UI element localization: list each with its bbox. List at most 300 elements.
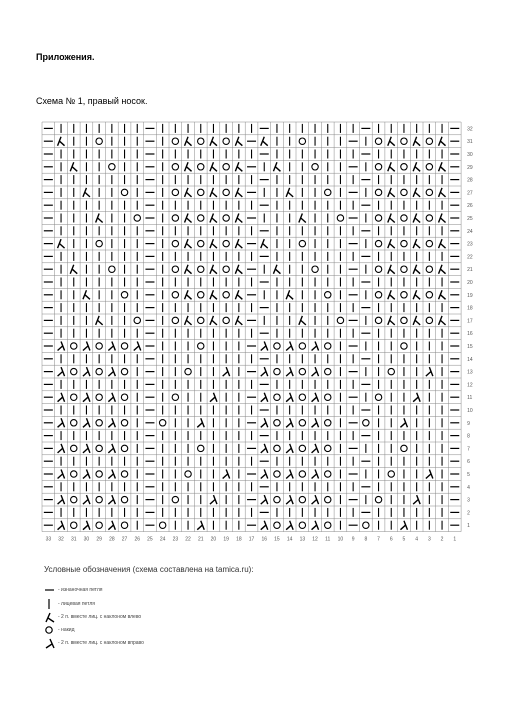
stitch-k2tog-right	[134, 342, 141, 351]
stitch-yarn-over	[71, 496, 77, 502]
stitch-yarn-over	[401, 240, 407, 246]
stitch-k2tog-left	[388, 188, 395, 197]
row-label: 20	[467, 280, 473, 286]
stitch-yarn-over	[121, 471, 127, 477]
stitch-yarn-over	[71, 343, 77, 349]
stitch-k2tog-right	[83, 418, 90, 427]
column-label: 16	[261, 536, 268, 543]
stitch-k2tog-left	[413, 316, 420, 325]
stitch-k2tog-left	[235, 214, 242, 223]
stitch-k2tog-left	[185, 290, 192, 299]
stitch-yarn-over	[172, 138, 178, 144]
stitch-k2tog-right	[83, 367, 90, 376]
stitch-k2tog-right	[83, 521, 90, 530]
stitch-k2tog-left	[388, 265, 395, 274]
k2tog-right-symbol-icon	[44, 637, 56, 649]
stitch-k2tog-left	[235, 162, 242, 171]
stitch-k2tog-right	[197, 418, 204, 427]
stitch-k2tog-left	[210, 316, 217, 325]
row-label: 29	[467, 164, 473, 171]
stitch-k2tog-right	[223, 470, 230, 479]
stitch-yarn-over	[223, 215, 229, 221]
column-label: 22	[185, 536, 191, 543]
row-label: 12	[467, 382, 473, 389]
stitch-yarn-over	[426, 317, 432, 323]
stitch-k2tog-right	[108, 393, 115, 402]
column-label: 18	[236, 536, 242, 543]
stitch-k2tog-right	[58, 393, 65, 402]
stitch-k2tog-right	[286, 342, 293, 351]
column-label: 31	[70, 536, 77, 543]
stitch-k2tog-right	[108, 495, 115, 504]
stitch-yarn-over	[198, 266, 204, 272]
stitch-k2tog-left	[185, 239, 192, 248]
stitch-yarn-over	[274, 496, 280, 502]
row-label: 22	[467, 254, 473, 261]
column-label: 25	[147, 536, 153, 543]
legend-label-yarn-over: - накид	[58, 627, 75, 633]
stitch-k2tog-right	[413, 393, 420, 402]
stitch-k2tog-left	[388, 290, 395, 299]
stitch-k2tog-left	[388, 316, 395, 325]
stitch-yarn-over	[198, 164, 204, 170]
stitch-k2tog-left	[439, 137, 446, 146]
row-label: 30	[467, 152, 473, 158]
stitch-yarn-over	[198, 343, 204, 349]
row-label: 19	[467, 292, 473, 299]
row-label: 16	[467, 331, 473, 338]
stitch-yarn-over	[401, 343, 407, 349]
row-label: 11	[467, 395, 473, 402]
stitch-yarn-over	[274, 343, 280, 349]
stitch-yarn-over	[172, 266, 178, 272]
row-label: 15	[467, 344, 473, 350]
row-label: 21	[467, 267, 473, 274]
stitch-k2tog-left	[96, 214, 103, 223]
stitch-k2tog-left	[185, 137, 192, 146]
stitch-k2tog-left	[210, 162, 217, 171]
stitch-yarn-over	[375, 394, 381, 400]
stitch-yarn-over	[71, 420, 77, 426]
row-label: 17	[467, 318, 473, 325]
stitch-yarn-over	[375, 292, 381, 298]
page-heading: Приложения.	[36, 52, 95, 62]
stitch-k2tog-left	[261, 137, 268, 146]
stitch-yarn-over	[426, 189, 432, 195]
stitch-k2tog-right	[261, 418, 268, 427]
stitch-yarn-over	[223, 317, 229, 323]
column-label: 1	[453, 536, 457, 543]
stitch-yarn-over	[426, 215, 432, 221]
stitch-yarn-over	[325, 445, 331, 451]
stitch-yarn-over	[375, 266, 381, 272]
stitch-yarn-over	[325, 394, 331, 400]
stitch-k2tog-left	[185, 316, 192, 325]
row-label: 31	[467, 139, 473, 146]
column-label: 29	[96, 536, 102, 543]
stitch-yarn-over	[375, 496, 381, 502]
stitch-yarn-over	[325, 471, 331, 477]
stitch-k2tog-left	[70, 162, 77, 171]
stitch-k2tog-right	[413, 495, 420, 504]
stitch-yarn-over	[325, 292, 331, 298]
stitch-yarn-over	[198, 240, 204, 246]
stitch-k2tog-right	[83, 342, 90, 351]
legend-label-knit: - лицевая петля	[58, 601, 95, 607]
stitch-yarn-over	[185, 368, 191, 374]
stitch-yarn-over	[198, 292, 204, 298]
stitch-k2tog-right	[261, 393, 268, 402]
stitch-k2tog-left	[83, 290, 90, 299]
k2tog-left-symbol-icon	[44, 611, 56, 623]
stitch-yarn-over	[172, 496, 178, 502]
row-label: 23	[467, 241, 473, 248]
column-label: 15	[274, 536, 280, 543]
column-label: 10	[337, 536, 344, 543]
stitch-yarn-over	[426, 240, 432, 246]
stitch-yarn-over	[223, 189, 229, 195]
stitch-yarn-over	[96, 240, 102, 246]
stitch-k2tog-right	[312, 393, 319, 402]
stitch-k2tog-right	[83, 393, 90, 402]
stitch-yarn-over	[274, 420, 280, 426]
stitch-yarn-over	[401, 292, 407, 298]
knit-symbol-icon	[44, 598, 56, 610]
stitch-yarn-over	[121, 445, 127, 451]
stitch-k2tog-right	[312, 418, 319, 427]
stitch-yarn-over	[96, 522, 102, 528]
stitch-k2tog-left	[96, 316, 103, 325]
stitch-yarn-over	[375, 164, 381, 170]
stitch-k2tog-left	[185, 214, 192, 223]
stitch-yarn-over	[426, 266, 432, 272]
stitch-yarn-over	[96, 343, 102, 349]
stitch-yarn-over	[121, 189, 127, 195]
stitch-k2tog-left	[210, 137, 217, 146]
stitch-k2tog-right	[108, 444, 115, 453]
stitch-yarn-over	[299, 138, 305, 144]
stitch-yarn-over	[121, 496, 127, 502]
stitch-k2tog-right	[261, 470, 268, 479]
column-label: 20	[210, 536, 217, 543]
stitch-k2tog-left	[210, 188, 217, 197]
row-label: 8	[467, 433, 470, 440]
stitch-k2tog-right	[83, 495, 90, 504]
stitch-yarn-over	[121, 368, 127, 374]
stitch-yarn-over	[121, 292, 127, 298]
stitch-k2tog-left	[439, 316, 446, 325]
row-label: 3	[467, 497, 470, 504]
legend-title: Условные обозначения (схема составлена на tamica.ru):	[44, 565, 254, 574]
stitch-k2tog-right	[261, 444, 268, 453]
stitch-k2tog-right	[286, 418, 293, 427]
column-label: 4	[415, 536, 419, 543]
stitch-yarn-over	[299, 368, 305, 374]
stitch-yarn-over	[299, 343, 305, 349]
stitch-yarn-over	[198, 215, 204, 221]
stitch-k2tog-right	[58, 418, 65, 427]
column-label: 14	[286, 536, 293, 543]
stitch-k2tog-right	[286, 393, 293, 402]
stitch-yarn-over	[159, 420, 165, 426]
stitch-k2tog-right	[83, 470, 90, 479]
stitch-yarn-over	[375, 138, 381, 144]
stitch-yarn-over	[299, 394, 305, 400]
stitch-yarn-over	[325, 368, 331, 374]
stitch-k2tog-right	[312, 444, 319, 453]
stitch-yarn-over	[325, 189, 331, 195]
scheme-title: Схема № 1, правый носок.	[36, 96, 148, 106]
stitch-k2tog-left	[210, 265, 217, 274]
stitch-yarn-over	[325, 496, 331, 502]
column-label: 32	[58, 536, 64, 543]
stitch-yarn-over	[325, 343, 331, 349]
stitch-yarn-over	[388, 471, 394, 477]
stitch-k2tog-right	[426, 367, 433, 376]
stitch-yarn-over	[274, 445, 280, 451]
stitch-k2tog-right	[58, 367, 65, 376]
stitch-k2tog-left	[210, 290, 217, 299]
stitch-yarn-over	[96, 394, 102, 400]
stitch-yarn-over	[198, 189, 204, 195]
stitch-yarn-over	[401, 164, 407, 170]
legend-label-purl: - изнаночная петля	[58, 587, 103, 593]
column-label: 26	[134, 536, 141, 543]
stitch-yarn-over	[274, 394, 280, 400]
column-label: 23	[172, 536, 179, 543]
stitch-yarn-over	[223, 240, 229, 246]
stitch-k2tog-right	[312, 470, 319, 479]
stitch-yarn-over	[299, 496, 305, 502]
row-label: 27	[467, 190, 473, 197]
column-label: 2	[440, 536, 444, 543]
legend-label-k2tog-right: - 2 п. вместе лиц. с наклоном вправо	[58, 640, 144, 646]
stitch-yarn-over	[274, 522, 280, 528]
row-label: 28	[467, 177, 473, 184]
stitch-k2tog-left	[439, 265, 446, 274]
stitch-k2tog-right	[58, 470, 65, 479]
stitch-yarn-over	[121, 420, 127, 426]
stitch-yarn-over	[325, 522, 331, 528]
stitch-yarn-over	[299, 240, 305, 246]
stitch-k2tog-right	[108, 367, 115, 376]
column-label: 13	[299, 536, 306, 543]
stitch-k2tog-right	[426, 470, 433, 479]
stitch-k2tog-left	[58, 137, 65, 146]
stitch-k2tog-left	[413, 265, 420, 274]
column-label: 24	[159, 536, 166, 543]
purl-symbol-icon	[44, 584, 56, 596]
stitch-k2tog-left	[299, 316, 306, 325]
stitch-k2tog-left	[439, 214, 446, 223]
stitch-yarn-over	[96, 445, 102, 451]
stitch-yarn-over	[375, 240, 381, 246]
stitch-yarn-over	[71, 394, 77, 400]
stitch-yarn-over	[172, 240, 178, 246]
stitch-yarn-over	[109, 266, 115, 272]
row-label: 32	[467, 126, 473, 133]
stitch-k2tog-right	[261, 495, 268, 504]
stitch-yarn-over	[71, 522, 77, 528]
row-label: 7	[467, 446, 470, 453]
column-label: 28	[109, 536, 115, 543]
stitch-k2tog-left	[286, 188, 293, 197]
stitch-yarn-over	[121, 522, 127, 528]
stitch-k2tog-right	[261, 367, 268, 376]
stitch-yarn-over	[96, 496, 102, 502]
stitch-k2tog-left	[235, 316, 242, 325]
stitch-yarn-over	[401, 138, 407, 144]
stitch-k2tog-right	[197, 521, 204, 530]
row-label: 24	[467, 228, 473, 235]
column-label: 30	[83, 536, 90, 543]
stitch-k2tog-right	[261, 342, 268, 351]
stitch-yarn-over	[223, 164, 229, 170]
stitch-k2tog-right	[261, 521, 268, 530]
column-label: 11	[325, 536, 331, 543]
stitch-k2tog-right	[58, 342, 65, 351]
stitch-yarn-over	[172, 164, 178, 170]
stitch-yarn-over	[325, 420, 331, 426]
stitch-yarn-over	[134, 317, 140, 323]
stitch-k2tog-left	[388, 137, 395, 146]
stitch-yarn-over	[121, 343, 127, 349]
stitch-k2tog-right	[312, 521, 319, 530]
stitch-yarn-over	[198, 317, 204, 323]
stitch-yarn-over	[96, 138, 102, 144]
stitch-yarn-over	[185, 471, 191, 477]
stitch-k2tog-left	[286, 290, 293, 299]
stitch-k2tog-left	[413, 239, 420, 248]
stitch-k2tog-left	[83, 188, 90, 197]
stitch-k2tog-right	[108, 470, 115, 479]
stitch-k2tog-right	[58, 495, 65, 504]
stitch-k2tog-right	[286, 495, 293, 504]
stitch-yarn-over	[274, 471, 280, 477]
stitch-k2tog-left	[235, 290, 242, 299]
row-label: 6	[467, 459, 470, 466]
stitch-k2tog-left	[439, 162, 446, 171]
stitch-yarn-over	[198, 445, 204, 451]
stitch-k2tog-right	[286, 470, 293, 479]
stitch-yarn-over	[375, 189, 381, 195]
stitch-yarn-over	[71, 471, 77, 477]
column-label: 3	[427, 536, 431, 543]
stitch-k2tog-left	[70, 265, 77, 274]
stitch-k2tog-right	[286, 444, 293, 453]
stitch-yarn-over	[198, 138, 204, 144]
stitch-yarn-over	[223, 292, 229, 298]
stitch-k2tog-right	[83, 444, 90, 453]
stitch-yarn-over	[337, 215, 343, 221]
stitch-yarn-over	[274, 368, 280, 374]
stitch-k2tog-right	[312, 367, 319, 376]
stitch-yarn-over	[401, 266, 407, 272]
stitch-k2tog-left	[439, 188, 446, 197]
stitch-k2tog-left	[185, 188, 192, 197]
stitch-yarn-over	[388, 368, 394, 374]
stitch-k2tog-left	[273, 162, 280, 171]
stitch-k2tog-left	[413, 214, 420, 223]
stitch-k2tog-right	[400, 418, 407, 427]
stitch-yarn-over	[172, 215, 178, 221]
stitch-k2tog-left	[413, 162, 420, 171]
stitch-k2tog-right	[223, 367, 230, 376]
stitch-k2tog-right	[400, 521, 407, 530]
stitch-k2tog-left	[388, 162, 395, 171]
stitch-k2tog-right	[286, 367, 293, 376]
stitch-k2tog-left	[388, 239, 395, 248]
stitch-k2tog-right	[210, 495, 217, 504]
row-label: 18	[467, 305, 473, 312]
row-label: 26	[467, 203, 473, 210]
stitch-yarn-over	[172, 189, 178, 195]
stitch-yarn-over	[159, 522, 165, 528]
stitch-k2tog-left	[413, 290, 420, 299]
row-label: 4	[467, 484, 470, 491]
column-label: 19	[223, 536, 229, 543]
stitch-k2tog-left	[235, 239, 242, 248]
stitch-yarn-over	[375, 317, 381, 323]
stitch-k2tog-left	[235, 137, 242, 146]
stitch-k2tog-left	[261, 239, 268, 248]
stitch-yarn-over	[109, 164, 115, 170]
stitch-k2tog-left	[185, 162, 192, 171]
stitch-yarn-over	[299, 445, 305, 451]
stitch-yarn-over	[299, 522, 305, 528]
stitch-k2tog-right	[108, 521, 115, 530]
column-label: 27	[121, 536, 128, 543]
stitch-k2tog-left	[413, 137, 420, 146]
yarn-over-symbol-icon	[44, 624, 56, 636]
row-label: 14	[467, 356, 473, 363]
stitch-yarn-over	[96, 471, 102, 477]
stitch-yarn-over	[71, 445, 77, 451]
stitch-k2tog-right	[312, 495, 319, 504]
stitch-k2tog-left	[413, 188, 420, 197]
row-label: 10	[467, 408, 473, 414]
stitch-yarn-over	[172, 292, 178, 298]
stitch-yarn-over	[375, 215, 381, 221]
column-label: 12	[312, 536, 318, 543]
stitch-yarn-over	[96, 420, 102, 426]
stitch-yarn-over	[299, 420, 305, 426]
stitch-k2tog-right	[210, 393, 217, 402]
stitch-yarn-over	[363, 420, 369, 426]
stitch-k2tog-left	[299, 214, 306, 223]
stitch-yarn-over	[426, 292, 432, 298]
stitch-yarn-over	[363, 522, 369, 528]
row-label: 13	[467, 369, 473, 376]
stitch-yarn-over	[401, 189, 407, 195]
column-label: 21	[197, 536, 204, 543]
stitch-yarn-over	[426, 164, 432, 170]
column-label: 6	[389, 536, 393, 543]
stitch-yarn-over	[401, 317, 407, 323]
stitch-yarn-over	[172, 394, 178, 400]
row-label: 25	[467, 216, 473, 222]
legend-label-k2tog-left: - 2 п. вместе лиц. с наклоном влево	[58, 614, 142, 620]
stitch-k2tog-left	[388, 214, 395, 223]
stitch-k2tog-right	[108, 342, 115, 351]
stitch-k2tog-left	[235, 188, 242, 197]
stitch-yarn-over	[401, 445, 407, 451]
stitch-k2tog-left	[439, 290, 446, 299]
column-label: 17	[248, 536, 255, 543]
stitch-yarn-over	[121, 394, 127, 400]
stitch-yarn-over	[71, 368, 77, 374]
row-label: 1	[467, 523, 470, 530]
